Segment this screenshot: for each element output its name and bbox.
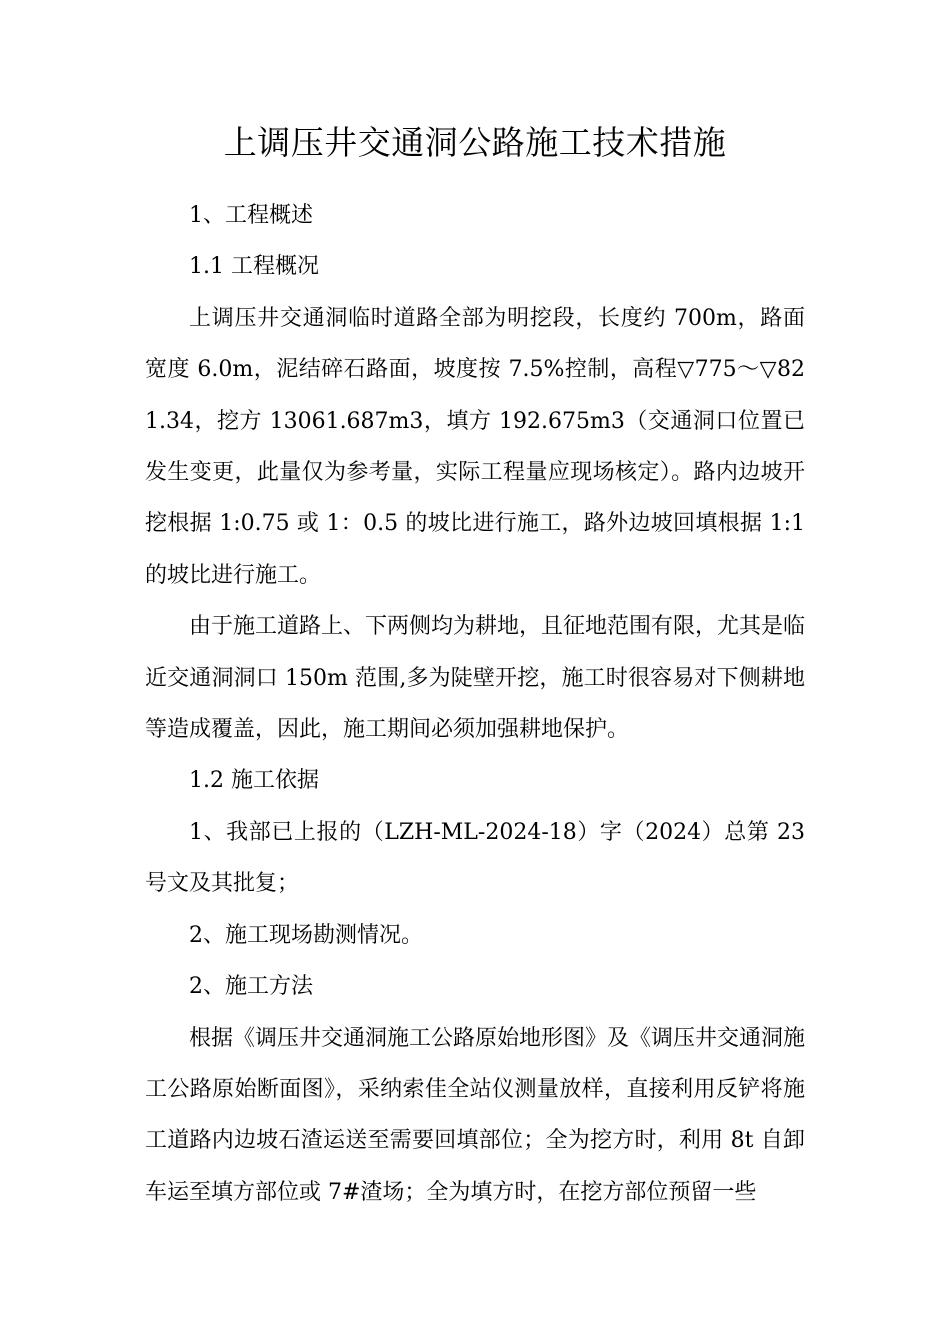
section-heading: 2、施工方法: [189, 974, 313, 1000]
subsection-heading: 1.2 施工依据: [189, 768, 319, 794]
list-item: 2、施工现场勘测情况。: [189, 922, 423, 948]
document-body: [145, 190, 805, 1218]
document-title: 上调压井交通洞公路施工技术措施: [223, 123, 727, 162]
body-paragraph: 由于施工道路上、下两侧均为耕地，且征地范围有限，尤其是临近交通洞洞口 150m 范围,多为陡壁开挖，施工时很容易对下侧耕地等造成覆盖，因此，施工期间必须加强耕地保护。: [145, 614, 806, 743]
subsection-heading: 1.1 工程概况: [189, 254, 319, 280]
body-paragraph: 根据《调压井交通洞施工公路原始地形图》及《调压井交通洞施工公路原始断面图》，采纳索佳全站仪测量放样，直接利用反铲将施工道路内边坡石渣运送至需要回填部位；全为挖方时，利用 8t 自卸车运至填方部位或 7#渣场；全为填方时，在挖方部位预留一些: [145, 1025, 806, 1205]
list-item: 1、我部已上报的（LZH-ML-2024-18）字（2024）总第 23 号文及其批复；: [145, 819, 805, 897]
section-heading: 1、工程概述: [189, 203, 313, 228]
body-paragraph: 上调压井交通洞临时道路全部为明挖段，长度约 700m，路面宽度 6.0m，泥结碎石路面，坡度按 7.5%控制，高程▽775～▽821.34，挖方 13061.687m3，填方 192.675m3（交通洞口位置已发生变更，此量仅为参考量，实际工程量应现场核定）。路内边坡开挖根据 1:0.75 或 1：0.5 的坡比进行施工，路外边坡回填根据 1:1 的坡比进行施工。: [145, 305, 805, 588]
